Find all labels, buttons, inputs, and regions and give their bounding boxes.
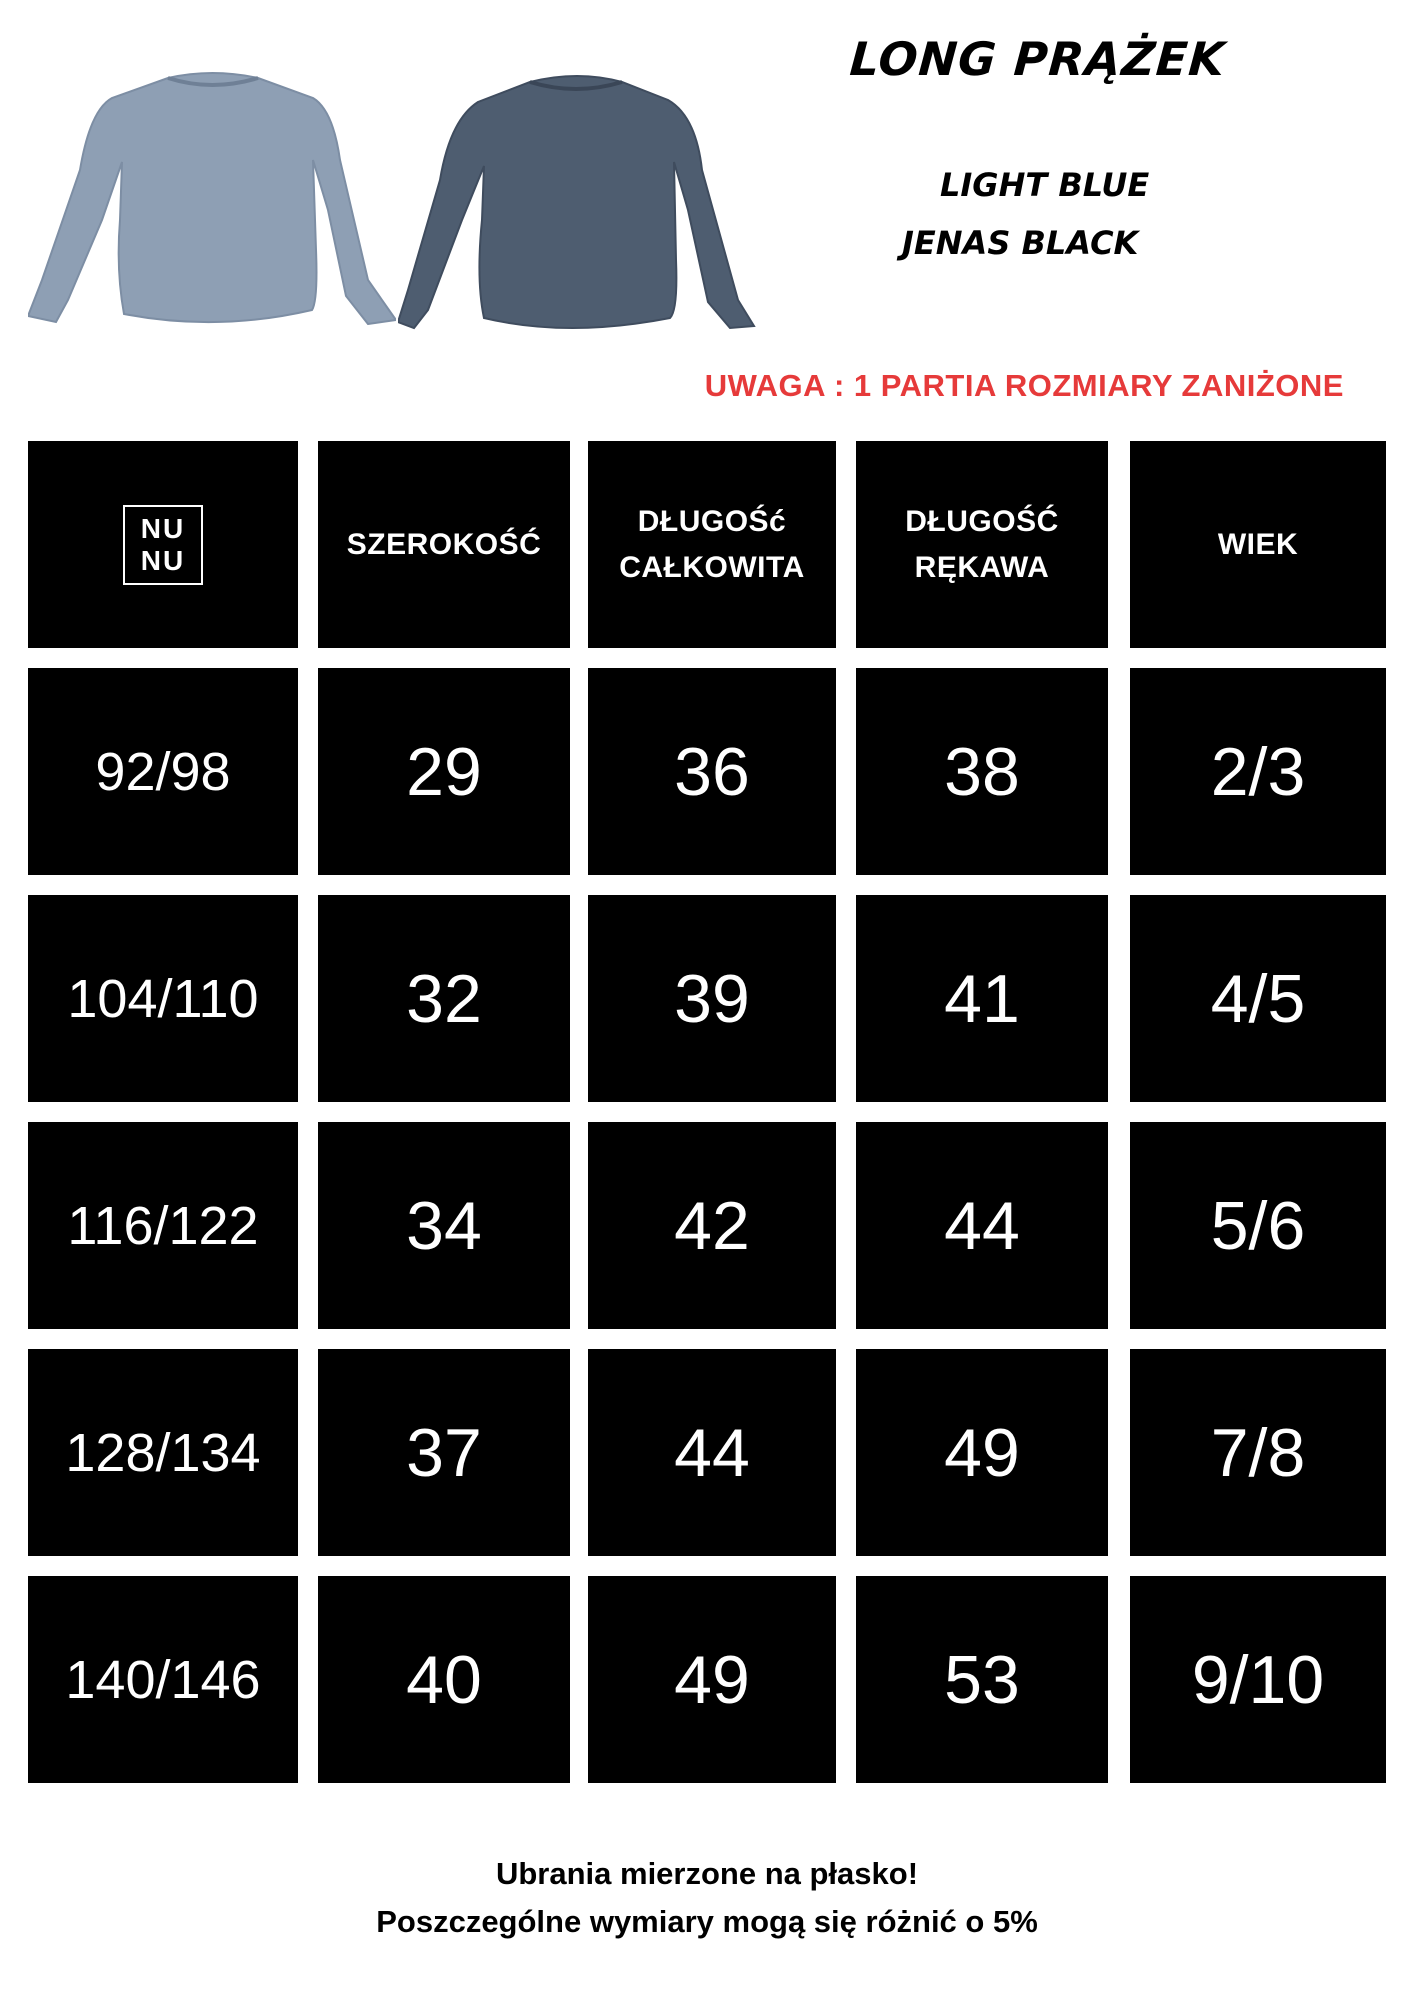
value-cell: 34 <box>318 1122 570 1329</box>
product-title: LONG PRĄŻEK <box>848 32 1228 86</box>
value-cell: 39 <box>588 895 836 1102</box>
value-cell: 29 <box>318 668 570 875</box>
value-cell: 53 <box>856 1576 1108 1783</box>
column-header <box>1130 441 1386 648</box>
value-cell: 49 <box>588 1576 836 1783</box>
size-cell: 116/122 <box>28 1122 298 1329</box>
value-cell: 32 <box>318 895 570 1102</box>
value-cell: 37 <box>318 1349 570 1556</box>
value-cell: 36 <box>588 668 836 875</box>
footer-note <box>0 1850 1414 1946</box>
footer-line-1: Ubrania mierzone na płasko! <box>495 1856 919 1891</box>
value-cell: 4/5 <box>1130 895 1386 1102</box>
logo-text: NU <box>140 512 186 544</box>
value-cell: 7/8 <box>1130 1349 1386 1556</box>
warning-text: UWAGA : 1 PARTIA ROZMIARY ZANIŻONE <box>704 368 1344 403</box>
value-cell: 49 <box>856 1349 1108 1556</box>
footer-line-2: Poszczególne wymiary mogą się różnić o 5% <box>376 1904 1038 1939</box>
value-cell: 41 <box>856 895 1108 1102</box>
light-blue-shirt-image <box>28 70 396 325</box>
column-header <box>856 441 1108 648</box>
header-logo-cell <box>28 441 298 648</box>
value-cell: 2/3 <box>1130 668 1386 875</box>
column-header-label: WIEK <box>1217 527 1299 561</box>
value-cell: 42 <box>588 1122 836 1329</box>
color-name-1: LIGHT BLUE <box>940 166 1150 204</box>
value-cell: 9/10 <box>1130 1576 1386 1783</box>
column-header <box>318 441 570 648</box>
value-cell: 40 <box>318 1576 570 1783</box>
column-header <box>588 441 836 648</box>
color-name-2: JENAS BLACK <box>902 224 1139 262</box>
size-cell: 104/110 <box>28 895 298 1102</box>
value-cell: 38 <box>856 668 1108 875</box>
size-cell: 92/98 <box>28 668 298 875</box>
size-cell: 128/134 <box>28 1349 298 1556</box>
column-header-label: DŁUGOŚĆ RĘKAWA <box>905 504 1059 584</box>
value-cell: 44 <box>588 1349 836 1556</box>
nunu-logo <box>123 505 203 585</box>
value-cell: 5/6 <box>1130 1122 1386 1329</box>
size-cell: 140/146 <box>28 1576 298 1783</box>
column-header-label: SZEROKOŚĆ <box>346 527 542 561</box>
value-cell: 44 <box>856 1122 1108 1329</box>
logo-text: NU <box>140 544 186 576</box>
jeans-black-shirt-image <box>398 70 768 330</box>
column-header-label: DŁUGOŚć CAŁKOWITA <box>619 504 805 584</box>
